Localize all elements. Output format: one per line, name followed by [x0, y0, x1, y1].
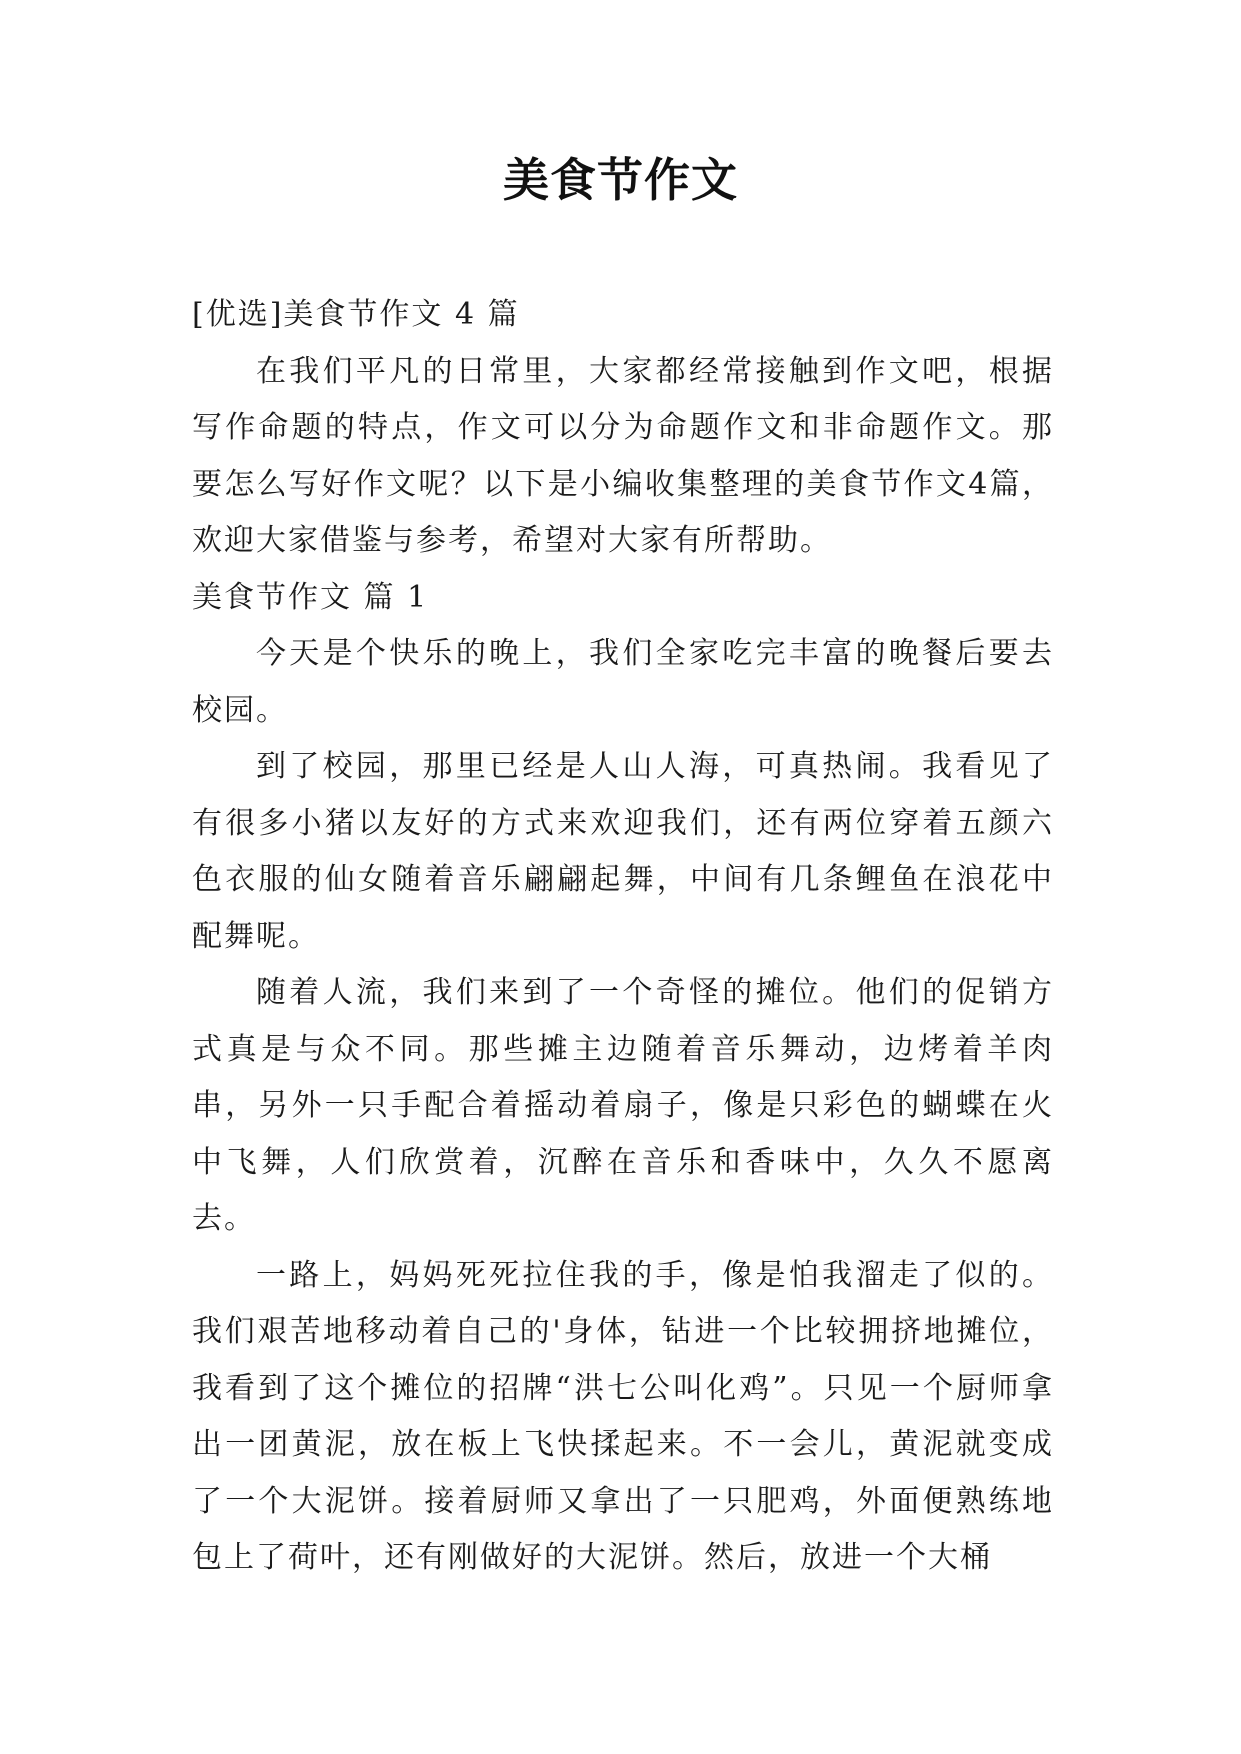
page-title: 美食节作文 [503, 153, 738, 207]
body-paragraph: 一路上，妈妈死死拉住我的手，像是怕我溜走了似的。我们艰苦地移动着自己的'身体，钻进一个比较拥挤地摊位，我看到了这个摊位的招牌“洪七公叫化鸡”。只见一个厨师拿出一团黄泥，放在板上飞快揉起来。不一会儿，黄泥就变成了一个大泥饼。接着厨师又拿出了一只肥鸡，外面便熟练地包上了荷叶，还有刚做好的大泥饼。然后，放进一个大桶 [192, 1257, 1054, 1575]
intro-paragraph: 在我们平凡的日常里，大家都经常接触到作文吧，根据写作命题的特点，作文可以分为命题作文和非命题作文。那要怎么写好作文呢？以下是小编收集整理的美食节作文4篇，欢迎大家借鉴与参考，希望对大家有所帮助。 [192, 353, 1054, 558]
body-paragraph: 随着人流，我们来到了一个奇怪的摊位。他们的促销方式真是与众不同。那些摊主边随着音乐舞动，边烤着羊肉串，另外一只手配合着摇动着扇子，像是只彩色的蝴蝶在火中飞舞，人们欣赏着，沉醉在音乐和香味中，久久不愿离去。 [192, 975, 1054, 1236]
body-paragraph: 到了校园，那里已经是人山人海，可真热闹。我看见了有很多小猪以友好的方式来欢迎我们，还有两位穿着五颜六色衣服的仙女随着音乐翩翩起舞，中间有几条鲤鱼在浪花中配舞呢。 [192, 749, 1054, 954]
document-body [192, 287, 1054, 1587]
section-heading: 美食节作文 篇 1 [192, 579, 429, 615]
document-subtitle: [优选]美食节作文 4 篇 [192, 297, 520, 332]
body-paragraph: 今天是个快乐的晚上，我们全家吃完丰富的晚餐后要去校园。 [192, 636, 1054, 728]
